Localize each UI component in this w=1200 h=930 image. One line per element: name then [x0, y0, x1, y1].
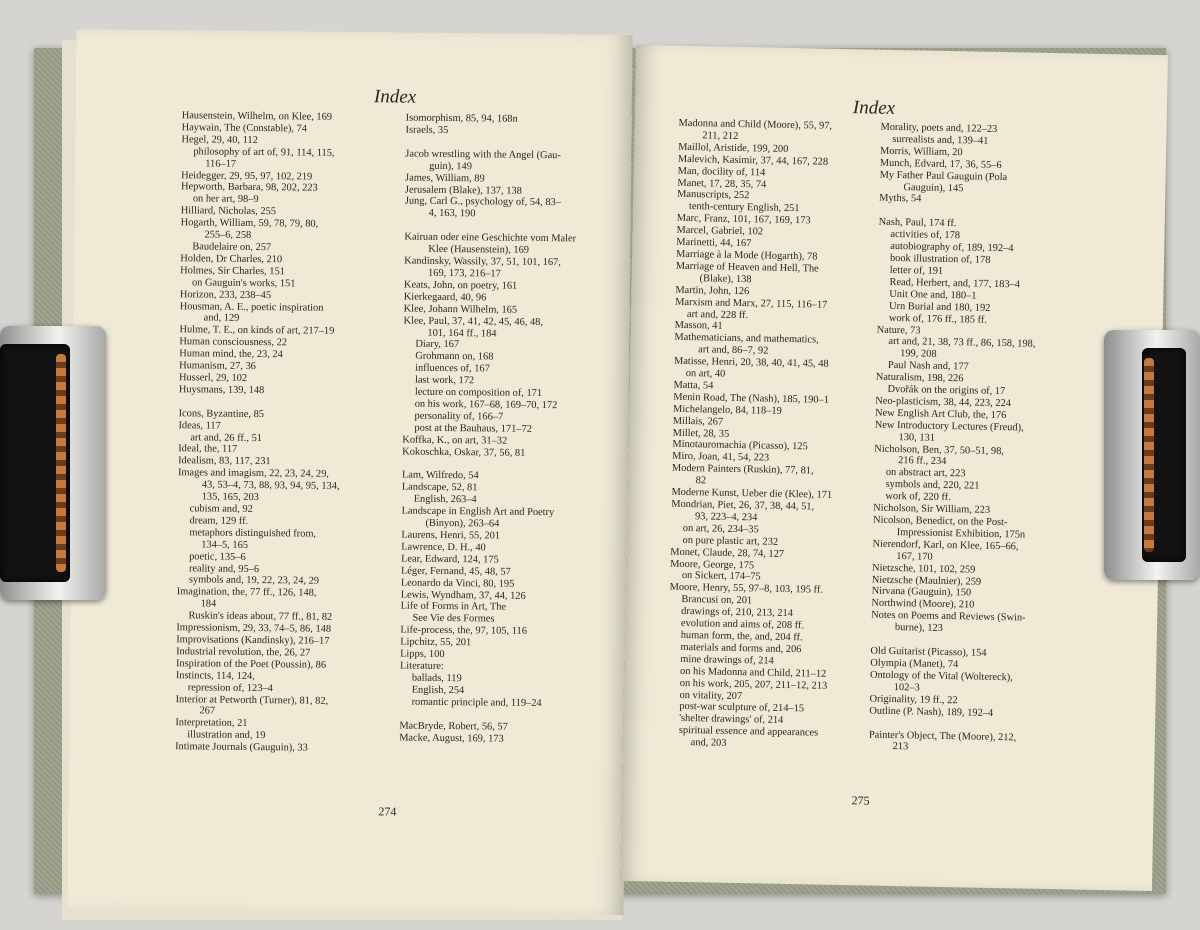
index-entry: art and, 26 ff., 51	[190, 431, 263, 444]
index-entry: Nietzsche, 101, 102, 259	[871, 562, 976, 576]
index-entry: Industrial revolution, the, 26, 27	[176, 646, 311, 659]
index-entry: cubism and, 92	[189, 503, 253, 515]
index-entry: Maillol, Aristide, 199, 200	[678, 141, 789, 155]
index-entry: on Gauguin's works, 151	[191, 277, 296, 290]
index-entry: Imagination, the, 77 ff., 126, 148,	[176, 586, 317, 599]
index-entry: Life of Forms in Art, The	[400, 600, 507, 614]
index-entry: Old Guitarist (Picasso), 154	[870, 645, 987, 659]
index-entry: 184	[200, 598, 217, 610]
index-entry: on art, 26, 234–35	[682, 522, 759, 536]
index-entry: Gauguin), 145	[903, 181, 964, 194]
index-entry: Laurens, Henri, 55, 201	[401, 529, 501, 542]
index-entry: autobiography of, 189, 192–4	[890, 241, 1014, 255]
index-entry: Macke, August, 169, 173	[399, 732, 504, 745]
index-entry: mine drawings of, 214	[680, 653, 774, 667]
index-entry: 135, 165, 203	[201, 491, 259, 504]
index-entry: on Sickert, 174–75	[681, 570, 761, 583]
index-entry: Manuscripts, 252	[677, 189, 750, 202]
index-entry: Manet, 17, 28, 35, 74	[677, 177, 767, 191]
index-entry: materials and forms and, 206	[680, 641, 802, 656]
index-entry: work of, 220 ff.	[885, 491, 951, 504]
index-entry: 169, 173, 216–17	[428, 267, 501, 280]
index-entry: Neo-plasticism, 38, 44, 223, 224	[875, 395, 1012, 410]
index-entry: Israels, 35	[405, 124, 449, 136]
index-entry: Leonardo da Vinci, 80, 195	[400, 577, 515, 590]
index-entry: Interpretation, 21	[175, 717, 248, 730]
index-entry: Instincts, 114, 124,	[175, 669, 255, 682]
index-entry: Intimate Journals (Gauguin), 33	[175, 741, 308, 754]
index-entry: Klee (Hausenstein), 169	[428, 243, 530, 257]
index-entry: (Blake), 138	[699, 273, 752, 286]
index-entry: Kierkegaard, 40, 96	[403, 291, 487, 304]
index-entry: Nicholson, Sir William, 223	[873, 502, 991, 516]
index-entry: Outline (P. Nash), 189, 192–4	[869, 705, 994, 719]
index-entry: Koffka, K., on art, 31–32	[402, 434, 508, 447]
index-entry: Ruskin's ideas about, 77 ff., 81, 82	[188, 610, 333, 623]
index-entry: Minotauromachia (Picasso), 125	[672, 439, 808, 453]
index-entry: tenth-century English, 251	[688, 201, 800, 215]
index-entry: Kairuan oder eine Geschichte vom Maler	[404, 231, 577, 245]
index-entry: Images and imagism, 22, 23, 24, 29,	[177, 467, 329, 481]
index-entry: Miro, Joan, 41, 54, 223	[672, 451, 770, 464]
index-entry: Morris, William, 20	[879, 145, 963, 159]
index-entry: 213	[892, 741, 909, 753]
index-entry: and, 129	[203, 312, 240, 325]
index-entry: Kokoschka, Oskar, 37, 56, 81	[402, 446, 526, 459]
index-entry: Impressionism, 29, 33, 74–5, 86, 148	[176, 622, 332, 635]
index-entry: book illustration of, 178	[889, 252, 991, 266]
index-entry: Horizon, 233, 238–45	[179, 288, 272, 301]
index-entry: spiritual essence and appearances	[678, 725, 819, 739]
index-entry: 216 ff., 234	[898, 455, 947, 468]
index-entry: romantic principle and, 119–24	[411, 696, 542, 709]
index-entry: 82	[695, 475, 707, 487]
index-entry: 267	[199, 705, 216, 718]
index-entry: ballads, 119	[411, 672, 462, 685]
index-entry: Unit One and, 180–1	[889, 288, 977, 302]
index-entry: Human mind, the, 23, 24	[179, 348, 283, 361]
index-entry: 102–3	[893, 681, 920, 694]
index-entry: work of, 176 ff., 185 ff.	[888, 312, 987, 326]
index-entry: Ontology of the Vital (Woltereck),	[869, 669, 1014, 684]
index-entry: Baudelaire on, 257	[192, 241, 272, 254]
right-page	[620, 45, 1168, 891]
index-entry: Myths, 54	[879, 193, 922, 205]
index-entry: Modern Painters (Ruskin), 77, 81,	[671, 463, 814, 477]
index-entry: Holden, Dr Charles, 210	[180, 253, 283, 266]
index-entry: post-war sculpture of, 214–15	[679, 701, 805, 715]
index-entry: Lear, Edward, 124, 175	[401, 553, 499, 566]
index-entry: Ideas, 117	[178, 419, 221, 432]
index-entry: Paul Nash and, 177	[887, 360, 969, 373]
index-entry: Moore, George, 175	[670, 558, 755, 571]
index-entry: Urn Burial and 180, 192	[889, 300, 991, 314]
index-entry: 116–17	[205, 158, 237, 170]
index-entry: on his work, 167–68, 169–70, 172	[414, 398, 558, 412]
index-entry: Dvořák on the origins of, 17	[887, 383, 1006, 398]
index-entry: Lipps, 100	[400, 648, 445, 661]
index-entry: human form, the, and, 204 ff.	[680, 629, 803, 644]
index-entry: evolution and aims of, 208 ff.	[680, 618, 805, 632]
index-entry: Heidegger, 29, 95, 97, 102, 219	[181, 169, 313, 183]
index-entry: burne), 123	[894, 622, 943, 635]
index-entry: Moderne Kunst, Ueber die (Klee), 171	[671, 486, 833, 501]
index-entry: Lawrence, D. H., 40	[401, 541, 486, 554]
index-entry: Read, Herbert, and, 177, 183–4	[889, 276, 1021, 291]
index-entry: Originality, 19 ff., 22	[869, 693, 958, 706]
index-entry: Marinetti, 44, 167	[676, 236, 752, 250]
left-page	[67, 29, 632, 915]
index-entry: philosophy of art of, 91, 114, 115,	[193, 146, 335, 159]
clip-window	[0, 344, 70, 582]
index-entry: Martin, John, 126	[675, 284, 750, 297]
index-column-left	[175, 110, 343, 755]
index-entry: Klee, Paul, 37, 41, 42, 45, 46, 48,	[403, 315, 544, 328]
index-entry: Jacob wrestling with the Angel (Gau-	[405, 148, 561, 162]
index-entry: Housman, A. E., poetic inspiration	[179, 300, 324, 314]
clip-window	[1142, 348, 1186, 562]
index-entry: 167, 170	[896, 550, 933, 563]
index-entry: Isomorphism, 85, 94, 168n	[405, 112, 518, 125]
index-entry: Marcel, Gabriel, 102	[676, 224, 764, 238]
index-entry: on vitality, 207	[679, 689, 743, 702]
index-entry: Millet, 28, 35	[672, 427, 730, 440]
index-entry: Lipchitz, 55, 201	[400, 636, 472, 649]
index-entry: 'shelter drawings' of, 214	[679, 713, 784, 727]
index-entry: on his work, 205, 207, 211–12, 213	[679, 677, 828, 692]
index-entry: 134–5, 165	[201, 539, 249, 551]
index-entry: Brancusi on, 201	[681, 594, 753, 607]
index-entry: 43, 53–4, 73, 88, 93, 94, 95, 134,	[201, 479, 340, 493]
index-entry: Madonna and Child (Moore), 55, 97,	[678, 117, 833, 132]
index-entry: Idealism, 83, 117, 231	[178, 455, 271, 468]
binder-clip-right	[1104, 330, 1200, 580]
index-entry: surrealists and, 139–41	[892, 133, 989, 147]
index-entry: Notes on Poems and Reviews (Swin-	[871, 609, 1026, 624]
index-entry: MacBryde, Robert, 56, 57	[399, 720, 508, 733]
index-entry: English, 254	[411, 684, 465, 696]
index-entry: on his Madonna and Child, 211–12	[679, 665, 827, 680]
index-entry: Holmes, Sir Charles, 151	[180, 264, 285, 278]
index-entry: guin), 149	[429, 160, 472, 172]
index-entry: art and, 21, 38, 73 ff., 86, 158, 198,	[888, 336, 1036, 351]
index-entry: Keats, John, on poetry, 161	[403, 279, 518, 292]
index-entry: Nicolson, Benedict, on the Post-	[872, 514, 1008, 529]
clip-spring	[1144, 358, 1154, 552]
index-column-right	[869, 122, 1040, 756]
index-entry: Diary, 167	[415, 339, 460, 351]
index-entry: Millais, 267	[672, 415, 724, 428]
index-entry: Nature, 73	[876, 324, 921, 336]
index-entry: Marriage à la Mode (Hogarth), 78	[675, 248, 818, 263]
index-entry: Huysmans, 139, 148	[178, 384, 265, 396]
index-entry: Léger, Fernand, 45, 48, 57	[400, 565, 511, 578]
index-entry: Marriage of Heaven and Hell, The	[675, 260, 819, 275]
index-entry: drawings of, 210, 213, 214	[681, 606, 793, 620]
index-entry: Improvisations (Kandinsky), 216–17	[176, 634, 330, 647]
index-entry: Nierendorf, Karl, on Klee, 165–66,	[872, 538, 1019, 553]
index-entry: Marc, Franz, 101, 167, 169, 173	[676, 213, 811, 227]
index-entry: art and, 86–7, 92	[698, 344, 769, 357]
index-entry: dream, 129 ff.	[189, 515, 249, 527]
index-entry: Moore, Henry, 55, 97–8, 103, 195 ff.	[669, 582, 823, 597]
index-entry: activities of, 178	[890, 229, 961, 242]
index-entry: 255–6, 258	[204, 229, 252, 242]
index-entry: Hepworth, Barbara, 98, 202, 223	[180, 181, 318, 195]
page-title: Index	[852, 97, 896, 119]
index-entry: Haywain, The (Constable), 74	[181, 122, 307, 135]
index-entry: Lam, Wilfredo, 54	[401, 470, 479, 482]
index-entry: Life-process, the, 97, 105, 116	[400, 624, 527, 638]
index-entry: Hilliard, Nicholas, 255	[180, 205, 277, 218]
index-entry: 199, 208	[900, 348, 937, 361]
index-entry: Kandinsky, Wassily, 37, 51, 101, 167,	[404, 255, 561, 269]
index-entry: Jung, Carl G., psychology of, 54, 83–	[404, 195, 562, 209]
index-entry: My Father Paul Gauguin (Pola	[879, 169, 1008, 183]
index-entry: and, 203	[690, 737, 727, 749]
index-entry: Nirvana (Gauguin), 150	[871, 586, 972, 599]
index-entry: Landscape in English Art and Poetry	[401, 505, 555, 519]
index-entry: Jerusalem (Blake), 137, 138	[404, 184, 522, 197]
index-column-left	[667, 118, 840, 752]
clip-spring	[56, 354, 66, 572]
index-entry: 130, 131	[898, 431, 936, 444]
index-entry: lecture on composition of, 171	[414, 386, 543, 400]
index-entry: on abstract art, 223	[885, 467, 966, 480]
index-entry: Man, docility of, 114	[677, 165, 766, 179]
index-entry: Icons, Byzantine, 85	[178, 407, 265, 420]
index-entry: on pure plastic art, 232	[682, 534, 779, 548]
index-entry: See Vie des Formes	[412, 613, 495, 625]
index-entry: Human consciousness, 22	[179, 336, 288, 349]
index-entry: James, William, 89	[405, 172, 485, 185]
index-entry: Menin Road, The (Nash), 185, 190–1	[673, 391, 830, 406]
index-entry: 101, 164 ff., 184	[427, 327, 497, 340]
index-entry: post at the Bauhaus, 171–72	[414, 422, 532, 435]
index-entry: (Binyon), 263–64	[425, 517, 500, 530]
index-entry: Masson, 41	[674, 320, 723, 333]
index-entry: symbols and, 220, 221	[885, 479, 980, 492]
index-entry: Humanism, 27, 36	[179, 360, 256, 373]
index-entry: Klee, Johann Wilhelm, 165	[403, 303, 518, 316]
index-entry: Mondrian, Piet, 26, 37, 38, 44, 51,	[671, 498, 815, 513]
index-entry: Monet, Claude, 28, 74, 127	[670, 546, 785, 560]
index-column-right	[399, 113, 577, 746]
index-entry: Hausenstein, Wilhelm, on Klee, 169	[181, 110, 333, 123]
index-entry: Painter's Object, The (Moore), 212,	[868, 729, 1017, 743]
index-entry: personality of, 166–7	[414, 410, 504, 423]
index-entry: Naturalism, 198, 226	[875, 371, 964, 385]
index-entry: Impressionist Exhibition, 175n	[896, 526, 1026, 541]
index-entry: metaphors distinguished from,	[189, 527, 317, 540]
index-entry: Interior at Petworth (Turner), 81, 82,	[175, 693, 329, 707]
index-entry: Nietzsche (Maulnier), 259	[871, 574, 982, 588]
index-entry: Mathematicians, and mathematics,	[674, 332, 819, 346]
index-entry: Landscape, 52, 81	[401, 481, 478, 494]
index-entry: New English Art Club, the, 176	[874, 407, 1007, 421]
page-number: 275	[851, 793, 870, 808]
index-entry: 93, 223–4, 234	[694, 511, 758, 524]
index-entry: Ideal, the, 117	[178, 443, 238, 456]
index-entry: Lewis, Wyndham, 37, 44, 126	[400, 589, 526, 602]
index-entry: on her art, 98–9	[192, 193, 259, 206]
index-entry: reality and, 95–6	[188, 562, 260, 575]
index-entry: Nicholson, Ben, 37, 50–51, 98,	[874, 443, 1005, 457]
index-entry: letter of, 191	[889, 264, 944, 277]
index-entry: Matta, 54	[673, 379, 714, 392]
index-entry: poetic, 135–6	[189, 550, 246, 563]
page-title: Index	[373, 86, 417, 108]
index-entry: Literature:	[399, 660, 444, 672]
index-entry: illustration and, 19	[187, 729, 266, 742]
page-number: 274	[378, 804, 397, 819]
index-entry: English, 263–4	[413, 493, 477, 506]
index-entry: Hogarth, William, 59, 78, 79, 80,	[180, 217, 319, 230]
index-entry: Olympia (Manet), 74	[870, 657, 959, 671]
index-entry: Northwind (Moore), 210	[871, 597, 975, 611]
binder-clip-left	[0, 326, 106, 600]
index-entry: influences of, 167	[415, 362, 490, 375]
index-entry: Morality, poets and, 122–23	[880, 121, 998, 135]
index-entry: Husserl, 29, 102	[178, 372, 248, 384]
index-entry: repression of, 123–4	[187, 681, 273, 694]
index-entry: on art, 40	[685, 368, 726, 380]
index-entry: symbols and, 19, 22, 23, 24, 29	[188, 574, 320, 588]
index-entry: Munch, Edvard, 17, 36, 55–6	[879, 157, 1002, 171]
index-entry: Michelangelo, 84, 118–19	[672, 403, 782, 417]
index-entry: art and, 228 ff.	[686, 308, 749, 321]
index-entry: Hulme, T. E., on kinds of art, 217–19	[179, 324, 335, 338]
index-entry: Grohmann on, 168	[415, 350, 494, 363]
index-entry: New Introductory Lectures (Freud),	[874, 419, 1024, 434]
index-entry: Hegel, 29, 40, 112	[181, 134, 258, 146]
index-entry: Malevich, Kasimir, 37, 44, 167, 228	[677, 153, 829, 168]
index-entry: 4, 163, 190	[428, 208, 476, 220]
index-entry: Matisse, Henri, 20, 38, 40, 41, 45, 48	[673, 355, 829, 370]
index-entry: Nash, Paul, 174 ff.	[878, 217, 957, 230]
index-entry: Inspiration of the Poet (Poussin), 86	[175, 657, 327, 671]
index-entry: last work, 172	[414, 374, 475, 387]
index-entry: Marxism and Marx, 27, 115, 116–17	[675, 296, 828, 311]
index-entry: 211, 212	[702, 130, 739, 142]
